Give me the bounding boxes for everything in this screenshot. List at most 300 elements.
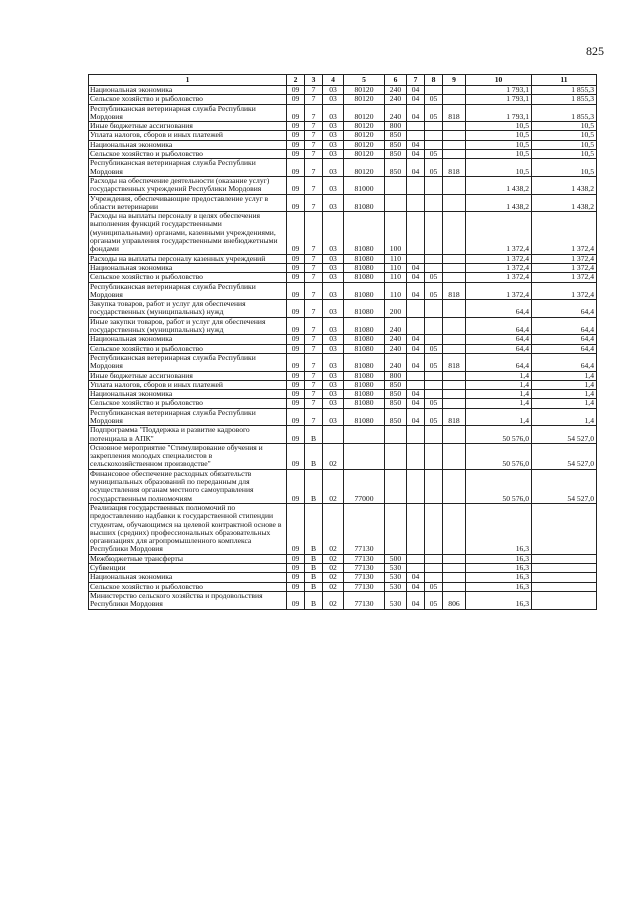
expense-type-cell: 530 bbox=[385, 564, 407, 573]
ministry-code-cell bbox=[443, 469, 466, 503]
section-cell: 09 bbox=[287, 335, 305, 344]
subprogram-cell: 03 bbox=[323, 282, 344, 300]
target-code-cell: 80120 bbox=[344, 122, 385, 131]
subchapter-cell bbox=[425, 122, 443, 131]
subprogram-cell: 03 bbox=[323, 86, 344, 95]
expense-type-cell: 800 bbox=[385, 122, 407, 131]
column-header-8: 8 bbox=[425, 75, 443, 86]
expense-type-cell: 800 bbox=[385, 371, 407, 380]
column-header-4: 4 bbox=[323, 75, 344, 86]
expense-type-cell: 100 bbox=[385, 212, 407, 254]
amount-year-2-cell: 1 438,2 bbox=[532, 194, 597, 212]
chapter-cell bbox=[407, 317, 425, 335]
table-row bbox=[89, 344, 597, 353]
target-code-cell: 77130 bbox=[344, 573, 385, 582]
amount-year-2-cell bbox=[532, 591, 597, 609]
subchapter-cell bbox=[425, 335, 443, 344]
amount-year-1-cell: 64,4 bbox=[466, 344, 532, 353]
amount-year-2-cell: 1 855,3 bbox=[532, 86, 597, 95]
chapter-cell: 04 bbox=[407, 573, 425, 582]
row-name-cell: Республиканская ветеринарная служба Республики Мордовия bbox=[89, 353, 287, 371]
amount-year-2-cell: 64,4 bbox=[532, 317, 597, 335]
amount-year-2-cell: 1 372,4 bbox=[532, 212, 597, 254]
amount-year-2-cell: 1 438,2 bbox=[532, 176, 597, 194]
section-cell: 09 bbox=[287, 399, 305, 408]
program-cell: В bbox=[305, 503, 323, 554]
subchapter-cell bbox=[425, 573, 443, 582]
ministry-code-cell bbox=[443, 254, 466, 263]
subchapter-cell: 05 bbox=[425, 104, 443, 122]
target-code-cell: 80120 bbox=[344, 86, 385, 95]
ministry-code-cell bbox=[443, 194, 466, 212]
row-name-cell: Учреждения, обеспечивающие предоставление услуг в области ветеринарии bbox=[89, 194, 287, 212]
ministry-code-cell: 818 bbox=[443, 104, 466, 122]
section-cell: 09 bbox=[287, 353, 305, 371]
subprogram-cell: 03 bbox=[323, 390, 344, 399]
expense-type-cell: 850 bbox=[385, 140, 407, 149]
header-row bbox=[89, 75, 597, 86]
program-cell: 7 bbox=[305, 95, 323, 104]
chapter-cell bbox=[407, 300, 425, 318]
table-row bbox=[89, 86, 597, 95]
ministry-code-cell bbox=[443, 344, 466, 353]
amount-year-1-cell: 1 372,4 bbox=[466, 273, 532, 282]
chapter-cell bbox=[407, 371, 425, 380]
amount-year-1-cell: 50 576,0 bbox=[466, 443, 532, 469]
column-header-2: 2 bbox=[287, 75, 305, 86]
section-cell: 09 bbox=[287, 176, 305, 194]
expense-type-cell: 110 bbox=[385, 254, 407, 263]
target-code-cell: 81080 bbox=[344, 371, 385, 380]
row-name-cell: Закупка товаров, работ и услуг для обеспечения государственных (муниципальных) нужд bbox=[89, 300, 287, 318]
section-cell: 09 bbox=[287, 564, 305, 573]
subprogram-cell: 03 bbox=[323, 399, 344, 408]
program-cell: В bbox=[305, 426, 323, 444]
table-row bbox=[89, 426, 597, 444]
subchapter-cell bbox=[425, 194, 443, 212]
ministry-code-cell bbox=[443, 122, 466, 131]
expense-type-cell: 850 bbox=[385, 390, 407, 399]
program-cell: 7 bbox=[305, 371, 323, 380]
chapter-cell bbox=[407, 469, 425, 503]
section-cell: 09 bbox=[287, 273, 305, 282]
row-name-cell: Национальная экономика bbox=[89, 263, 287, 272]
program-cell: 7 bbox=[305, 159, 323, 177]
ministry-code-cell bbox=[443, 390, 466, 399]
amount-year-2-cell: 1 372,4 bbox=[532, 282, 597, 300]
subprogram-cell: 03 bbox=[323, 273, 344, 282]
expense-type-cell bbox=[385, 194, 407, 212]
section-cell: 09 bbox=[287, 254, 305, 263]
table-row bbox=[89, 194, 597, 212]
target-code-cell bbox=[344, 426, 385, 444]
table-row bbox=[89, 122, 597, 131]
chapter-cell bbox=[407, 122, 425, 131]
subchapter-cell: 05 bbox=[425, 282, 443, 300]
section-cell: 09 bbox=[287, 122, 305, 131]
expense-type-cell bbox=[385, 503, 407, 554]
section-cell: 09 bbox=[287, 582, 305, 591]
amount-year-1-cell: 16,3 bbox=[466, 582, 532, 591]
chapter-cell bbox=[407, 554, 425, 563]
chapter-cell bbox=[407, 380, 425, 389]
section-cell: 09 bbox=[287, 317, 305, 335]
amount-year-1-cell: 1 438,2 bbox=[466, 176, 532, 194]
amount-year-1-cell: 16,3 bbox=[466, 564, 532, 573]
row-name-cell: Расходы на обеспечение деятельности (оказание услуг) государственных учреждений Республики Мордовия bbox=[89, 176, 287, 194]
section-cell: 09 bbox=[287, 591, 305, 609]
amount-year-2-cell: 1 372,4 bbox=[532, 254, 597, 263]
amount-year-1-cell: 10,5 bbox=[466, 122, 532, 131]
amount-year-1-cell: 1 372,4 bbox=[466, 282, 532, 300]
target-code-cell: 81080 bbox=[344, 399, 385, 408]
target-code-cell: 77000 bbox=[344, 469, 385, 503]
section-cell: 09 bbox=[287, 573, 305, 582]
amount-year-1-cell: 64,4 bbox=[466, 300, 532, 318]
table-row bbox=[89, 390, 597, 399]
chapter-cell: 04 bbox=[407, 591, 425, 609]
program-cell: 7 bbox=[305, 176, 323, 194]
amount-year-2-cell: 1,4 bbox=[532, 399, 597, 408]
table-row bbox=[89, 159, 597, 177]
section-cell: 09 bbox=[287, 282, 305, 300]
subchapter-cell bbox=[425, 371, 443, 380]
amount-year-2-cell bbox=[532, 582, 597, 591]
amount-year-1-cell: 10,5 bbox=[466, 131, 532, 140]
chapter-cell: 04 bbox=[407, 273, 425, 282]
row-name-cell: Субвенции bbox=[89, 564, 287, 573]
expense-type-cell: 530 bbox=[385, 582, 407, 591]
subchapter-cell bbox=[425, 176, 443, 194]
section-cell: 09 bbox=[287, 150, 305, 159]
program-cell: 7 bbox=[305, 344, 323, 353]
ministry-code-cell bbox=[443, 131, 466, 140]
program-cell: 7 bbox=[305, 254, 323, 263]
subchapter-cell bbox=[425, 86, 443, 95]
target-code-cell: 77130 bbox=[344, 554, 385, 563]
table-row bbox=[89, 300, 597, 318]
table-body bbox=[89, 86, 597, 610]
column-header-1: 1 bbox=[89, 75, 287, 86]
subchapter-cell: 05 bbox=[425, 159, 443, 177]
section-cell: 09 bbox=[287, 344, 305, 353]
row-name-cell: Межбюджетные трансферты bbox=[89, 554, 287, 563]
subprogram-cell: 03 bbox=[323, 335, 344, 344]
program-cell: В bbox=[305, 591, 323, 609]
subchapter-cell: 05 bbox=[425, 273, 443, 282]
ministry-code-cell bbox=[443, 86, 466, 95]
subprogram-cell: 02 bbox=[323, 582, 344, 591]
chapter-cell: 04 bbox=[407, 353, 425, 371]
table-row bbox=[89, 150, 597, 159]
amount-year-2-cell: 1,4 bbox=[532, 408, 597, 426]
section-cell: 09 bbox=[287, 212, 305, 254]
amount-year-1-cell: 1 438,2 bbox=[466, 194, 532, 212]
chapter-cell: 04 bbox=[407, 344, 425, 353]
row-name-cell: Национальная экономика bbox=[89, 86, 287, 95]
target-code-cell bbox=[344, 443, 385, 469]
expense-type-cell: 530 bbox=[385, 573, 407, 582]
program-cell: 7 bbox=[305, 122, 323, 131]
target-code-cell: 81000 bbox=[344, 176, 385, 194]
chapter-cell: 04 bbox=[407, 95, 425, 104]
subprogram-cell: 03 bbox=[323, 150, 344, 159]
table-row bbox=[89, 104, 597, 122]
amount-year-1-cell: 1,4 bbox=[466, 408, 532, 426]
table-row bbox=[89, 443, 597, 469]
chapter-cell bbox=[407, 176, 425, 194]
table-row bbox=[89, 353, 597, 371]
row-name-cell: Уплата налогов, сборов и иных платежей bbox=[89, 131, 287, 140]
program-cell: 7 bbox=[305, 317, 323, 335]
ministry-code-cell bbox=[443, 176, 466, 194]
table-row bbox=[89, 399, 597, 408]
row-name-cell: Иные бюджетные ассигнования bbox=[89, 122, 287, 131]
subchapter-cell bbox=[425, 131, 443, 140]
target-code-cell: 81080 bbox=[344, 194, 385, 212]
program-cell: 7 bbox=[305, 335, 323, 344]
program-cell: 7 bbox=[305, 131, 323, 140]
table-row bbox=[89, 212, 597, 254]
program-cell: 7 bbox=[305, 104, 323, 122]
table-row bbox=[89, 317, 597, 335]
chapter-cell: 04 bbox=[407, 86, 425, 95]
ministry-code-cell bbox=[443, 573, 466, 582]
subchapter-cell bbox=[425, 380, 443, 389]
ministry-code-cell bbox=[443, 582, 466, 591]
expense-type-cell bbox=[385, 176, 407, 194]
amount-year-1-cell: 10,5 bbox=[466, 159, 532, 177]
ministry-code-cell bbox=[443, 335, 466, 344]
section-cell: 09 bbox=[287, 140, 305, 149]
subprogram-cell: 03 bbox=[323, 380, 344, 389]
program-cell: 7 bbox=[305, 300, 323, 318]
target-code-cell: 77130 bbox=[344, 503, 385, 554]
amount-year-1-cell: 16,3 bbox=[466, 591, 532, 609]
chapter-cell bbox=[407, 131, 425, 140]
target-code-cell: 81080 bbox=[344, 282, 385, 300]
expense-type-cell: 850 bbox=[385, 408, 407, 426]
amount-year-2-cell: 10,5 bbox=[532, 140, 597, 149]
target-code-cell: 81080 bbox=[344, 353, 385, 371]
subchapter-cell bbox=[425, 469, 443, 503]
amount-year-2-cell bbox=[532, 564, 597, 573]
subprogram-cell bbox=[323, 426, 344, 444]
row-name-cell: Сельское хозяйство и рыболовство bbox=[89, 273, 287, 282]
target-code-cell: 81080 bbox=[344, 254, 385, 263]
subprogram-cell: 03 bbox=[323, 300, 344, 318]
subchapter-cell: 05 bbox=[425, 408, 443, 426]
section-cell: 09 bbox=[287, 426, 305, 444]
expense-type-cell: 850 bbox=[385, 159, 407, 177]
amount-year-2-cell: 54 527,0 bbox=[532, 443, 597, 469]
subchapter-cell: 05 bbox=[425, 399, 443, 408]
subchapter-cell: 05 bbox=[425, 344, 443, 353]
expense-type-cell: 240 bbox=[385, 335, 407, 344]
subprogram-cell: 03 bbox=[323, 176, 344, 194]
section-cell: 09 bbox=[287, 443, 305, 469]
row-name-cell: Республиканская ветеринарная служба Республики Мордовия bbox=[89, 104, 287, 122]
subchapter-cell bbox=[425, 140, 443, 149]
target-code-cell: 77130 bbox=[344, 564, 385, 573]
section-cell: 09 bbox=[287, 263, 305, 272]
amount-year-1-cell: 16,3 bbox=[466, 554, 532, 563]
ministry-code-cell bbox=[443, 317, 466, 335]
expense-type-cell: 110 bbox=[385, 273, 407, 282]
subchapter-cell bbox=[425, 443, 443, 469]
expense-type-cell: 110 bbox=[385, 263, 407, 272]
row-name-cell: Сельское хозяйство и рыболовство bbox=[89, 344, 287, 353]
ministry-code-cell bbox=[443, 273, 466, 282]
subchapter-cell bbox=[425, 300, 443, 318]
table-row bbox=[89, 503, 597, 554]
program-cell: В bbox=[305, 554, 323, 563]
row-name-cell: Расходы на выплаты персоналу в целях обеспечения выполнения функций государственными (муниципальными) органами, казенными учреждениями, органами управления государственными внебюджетными фондами bbox=[89, 212, 287, 254]
chapter-cell: 04 bbox=[407, 408, 425, 426]
amount-year-1-cell: 1,4 bbox=[466, 371, 532, 380]
expense-type-cell: 850 bbox=[385, 399, 407, 408]
expense-type-cell bbox=[385, 469, 407, 503]
target-code-cell: 81080 bbox=[344, 335, 385, 344]
target-code-cell: 81080 bbox=[344, 273, 385, 282]
amount-year-1-cell: 1,4 bbox=[466, 399, 532, 408]
subchapter-cell: 05 bbox=[425, 150, 443, 159]
amount-year-2-cell bbox=[532, 554, 597, 563]
ministry-code-cell bbox=[443, 564, 466, 573]
amount-year-2-cell: 54 527,0 bbox=[532, 469, 597, 503]
section-cell: 09 bbox=[287, 95, 305, 104]
section-cell: 09 bbox=[287, 408, 305, 426]
chapter-cell: 04 bbox=[407, 140, 425, 149]
table-row bbox=[89, 335, 597, 344]
target-code-cell: 81080 bbox=[344, 263, 385, 272]
section-cell: 09 bbox=[287, 371, 305, 380]
subchapter-cell bbox=[425, 263, 443, 272]
chapter-cell bbox=[407, 254, 425, 263]
row-name-cell: Национальная экономика bbox=[89, 573, 287, 582]
subprogram-cell: 03 bbox=[323, 140, 344, 149]
row-name-cell: Расходы на выплаты персоналу казенных учреждений bbox=[89, 254, 287, 263]
amount-year-2-cell: 1,4 bbox=[532, 380, 597, 389]
page-number: 825 bbox=[586, 44, 604, 58]
amount-year-1-cell: 16,3 bbox=[466, 573, 532, 582]
chapter-cell: 04 bbox=[407, 282, 425, 300]
table-row bbox=[89, 554, 597, 563]
column-header-11: 11 bbox=[532, 75, 597, 86]
target-code-cell: 80120 bbox=[344, 131, 385, 140]
ministry-code-cell bbox=[443, 399, 466, 408]
subprogram-cell: 03 bbox=[323, 104, 344, 122]
row-name-cell: Сельское хозяйство и рыболовство bbox=[89, 582, 287, 591]
column-header-7: 7 bbox=[407, 75, 425, 86]
target-code-cell: 81080 bbox=[344, 300, 385, 318]
amount-year-2-cell: 64,4 bbox=[532, 353, 597, 371]
row-name-cell: Сельское хозяйство и рыболовство bbox=[89, 150, 287, 159]
program-cell: В bbox=[305, 573, 323, 582]
subprogram-cell: 03 bbox=[323, 95, 344, 104]
ministry-code-cell bbox=[443, 380, 466, 389]
chapter-cell: 04 bbox=[407, 104, 425, 122]
section-cell: 09 bbox=[287, 554, 305, 563]
table-row bbox=[89, 176, 597, 194]
table-row bbox=[89, 371, 597, 380]
expense-type-cell: 530 bbox=[385, 591, 407, 609]
ministry-code-cell bbox=[443, 300, 466, 318]
expense-type-cell: 240 bbox=[385, 104, 407, 122]
amount-year-1-cell: 1 793,1 bbox=[466, 95, 532, 104]
program-cell: 7 bbox=[305, 150, 323, 159]
column-header-10: 10 bbox=[466, 75, 532, 86]
table-row bbox=[89, 564, 597, 573]
amount-year-1-cell: 1 793,1 bbox=[466, 104, 532, 122]
subprogram-cell: 03 bbox=[323, 159, 344, 177]
table-row bbox=[89, 140, 597, 149]
subprogram-cell: 03 bbox=[323, 317, 344, 335]
amount-year-1-cell: 64,4 bbox=[466, 317, 532, 335]
subprogram-cell: 02 bbox=[323, 591, 344, 609]
target-code-cell: 80120 bbox=[344, 95, 385, 104]
target-code-cell: 80120 bbox=[344, 150, 385, 159]
subprogram-cell: 03 bbox=[323, 344, 344, 353]
section-cell: 09 bbox=[287, 104, 305, 122]
column-header-5: 5 bbox=[344, 75, 385, 86]
amount-year-1-cell: 50 576,0 bbox=[466, 469, 532, 503]
subprogram-cell: 03 bbox=[323, 212, 344, 254]
table-header bbox=[89, 75, 597, 86]
ministry-code-cell: 806 bbox=[443, 591, 466, 609]
subprogram-cell: 03 bbox=[323, 194, 344, 212]
section-cell: 09 bbox=[287, 194, 305, 212]
chapter-cell: 04 bbox=[407, 263, 425, 272]
column-header-3: 3 bbox=[305, 75, 323, 86]
program-cell: В bbox=[305, 564, 323, 573]
section-cell: 09 bbox=[287, 469, 305, 503]
chapter-cell: 04 bbox=[407, 150, 425, 159]
chapter-cell bbox=[407, 212, 425, 254]
row-name-cell: Иные бюджетные ассигнования bbox=[89, 371, 287, 380]
table-row bbox=[89, 273, 597, 282]
chapter-cell bbox=[407, 443, 425, 469]
amount-year-2-cell: 64,4 bbox=[532, 335, 597, 344]
expense-type-cell bbox=[385, 443, 407, 469]
subprogram-cell: 02 bbox=[323, 469, 344, 503]
ministry-code-cell: 818 bbox=[443, 159, 466, 177]
subprogram-cell: 03 bbox=[323, 131, 344, 140]
amount-year-1-cell: 1 793,1 bbox=[466, 86, 532, 95]
chapter-cell bbox=[407, 426, 425, 444]
subprogram-cell: 03 bbox=[323, 263, 344, 272]
table-row bbox=[89, 380, 597, 389]
ministry-code-cell bbox=[443, 554, 466, 563]
chapter-cell: 04 bbox=[407, 582, 425, 591]
row-name-cell: Подпрограмма "Поддержка и развитие кадрового потенциала в АПК" bbox=[89, 426, 287, 444]
row-name-cell: Республиканская ветеринарная служба Республики Мордовия bbox=[89, 282, 287, 300]
ministry-code-cell bbox=[443, 371, 466, 380]
subprogram-cell: 03 bbox=[323, 353, 344, 371]
program-cell: 7 bbox=[305, 380, 323, 389]
program-cell: 7 bbox=[305, 282, 323, 300]
target-code-cell: 77130 bbox=[344, 582, 385, 591]
subchapter-cell bbox=[425, 564, 443, 573]
ministry-code-cell: 818 bbox=[443, 408, 466, 426]
program-cell: В bbox=[305, 582, 323, 591]
expense-type-cell: 500 bbox=[385, 554, 407, 563]
table-row bbox=[89, 95, 597, 104]
amount-year-2-cell bbox=[532, 573, 597, 582]
table-row bbox=[89, 263, 597, 272]
amount-year-2-cell: 10,5 bbox=[532, 159, 597, 177]
expense-type-cell: 850 bbox=[385, 131, 407, 140]
